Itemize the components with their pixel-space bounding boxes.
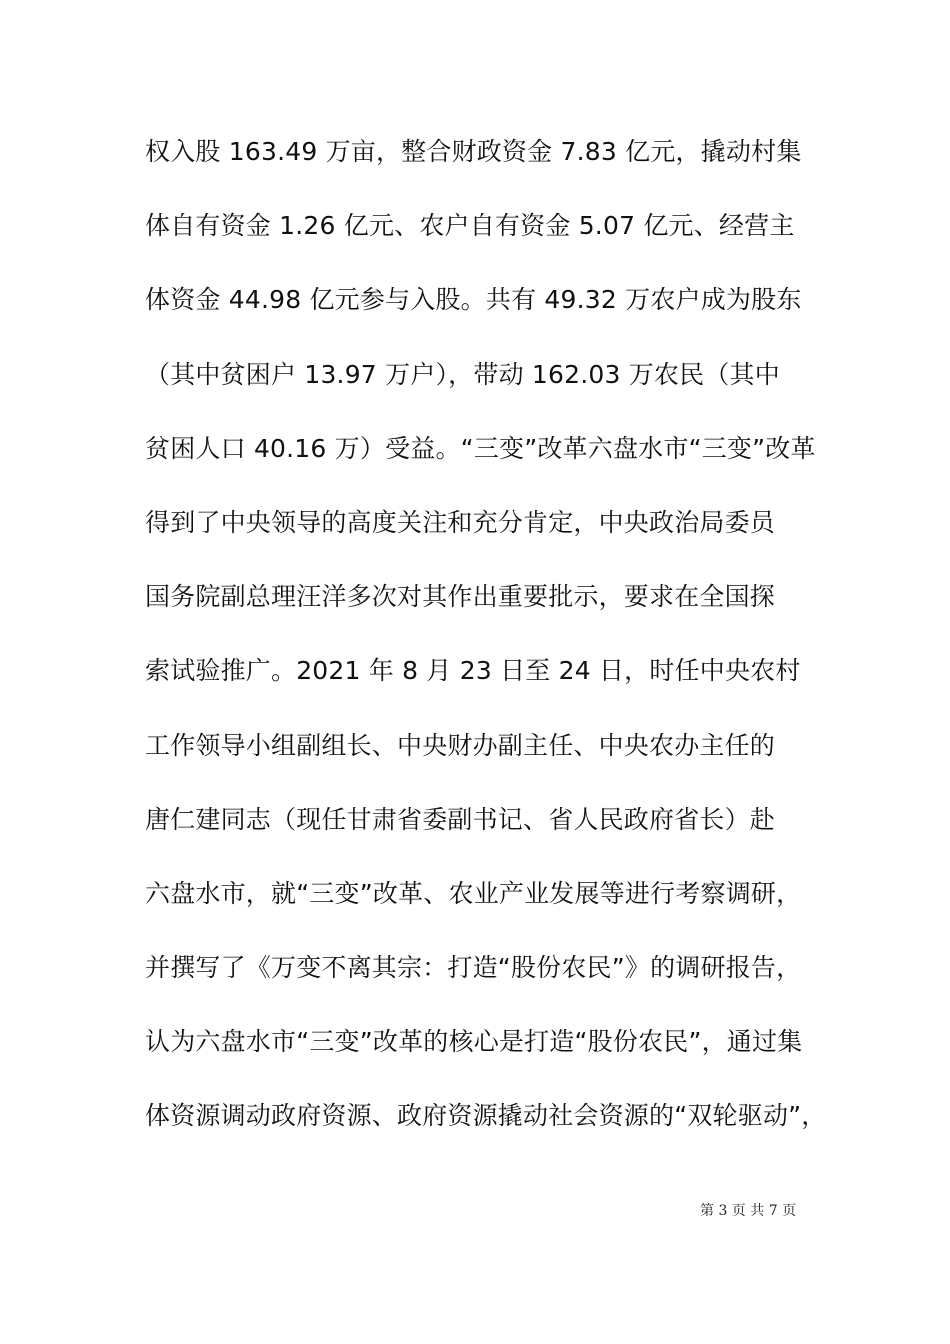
text-line: 六盘水市，就“三变”改革、农业产业发展等进行考察调研， <box>145 878 802 908</box>
text-line: 得到了中央领导的高度关注和充分肯定，中央政治局委员 <box>145 507 776 537</box>
text-line: 体资源调动政府资源、政府资源撬动社会资源的“双轮驱动”， <box>145 1101 827 1131</box>
text-line: 体自有资金 1.26 亿元、农户自有资金 5.07 亿元、经营主 <box>145 211 795 241</box>
text-line: 唐仁建同志（现任甘肃省委副书记、省人民政府省长）赴 <box>145 804 776 834</box>
page-number: 第 3 页 共 7 页 <box>700 1203 797 1219</box>
text-line: 权入股 163.49 万亩，整合财政资金 7.83 亿元，撬动村集 <box>145 137 802 166</box>
text-line: 国务院副总理汪洋多次对其作出重要批示，要求在全国探 <box>145 582 776 612</box>
text-line: 索试验推广。2021 年 8 月 23 日至 24 日，时任中央农村 <box>145 656 801 686</box>
text-line: 并撰写了《万变不离其宗：打造“股份农民”》的调研报告， <box>145 953 802 983</box>
text-line: 贫困人口 40.16 万）受益。“三变”改革六盘水市“三变”改革 <box>145 433 816 463</box>
body-text <box>145 127 827 1166</box>
text-line: （其中贫困户 13.97 万户），带动 162.03 万农民（其中 <box>145 359 780 389</box>
text-line: 体资金 44.98 亿元参与入股。共有 49.32 万农户成为股东 <box>145 285 802 315</box>
text-line: 认为六盘水市“三变”改革的核心是打造“股份农民”，通过集 <box>145 1027 803 1057</box>
text-line: 工作领导小组副组长、中央财办副主任、中央农办主任的 <box>145 730 776 760</box>
